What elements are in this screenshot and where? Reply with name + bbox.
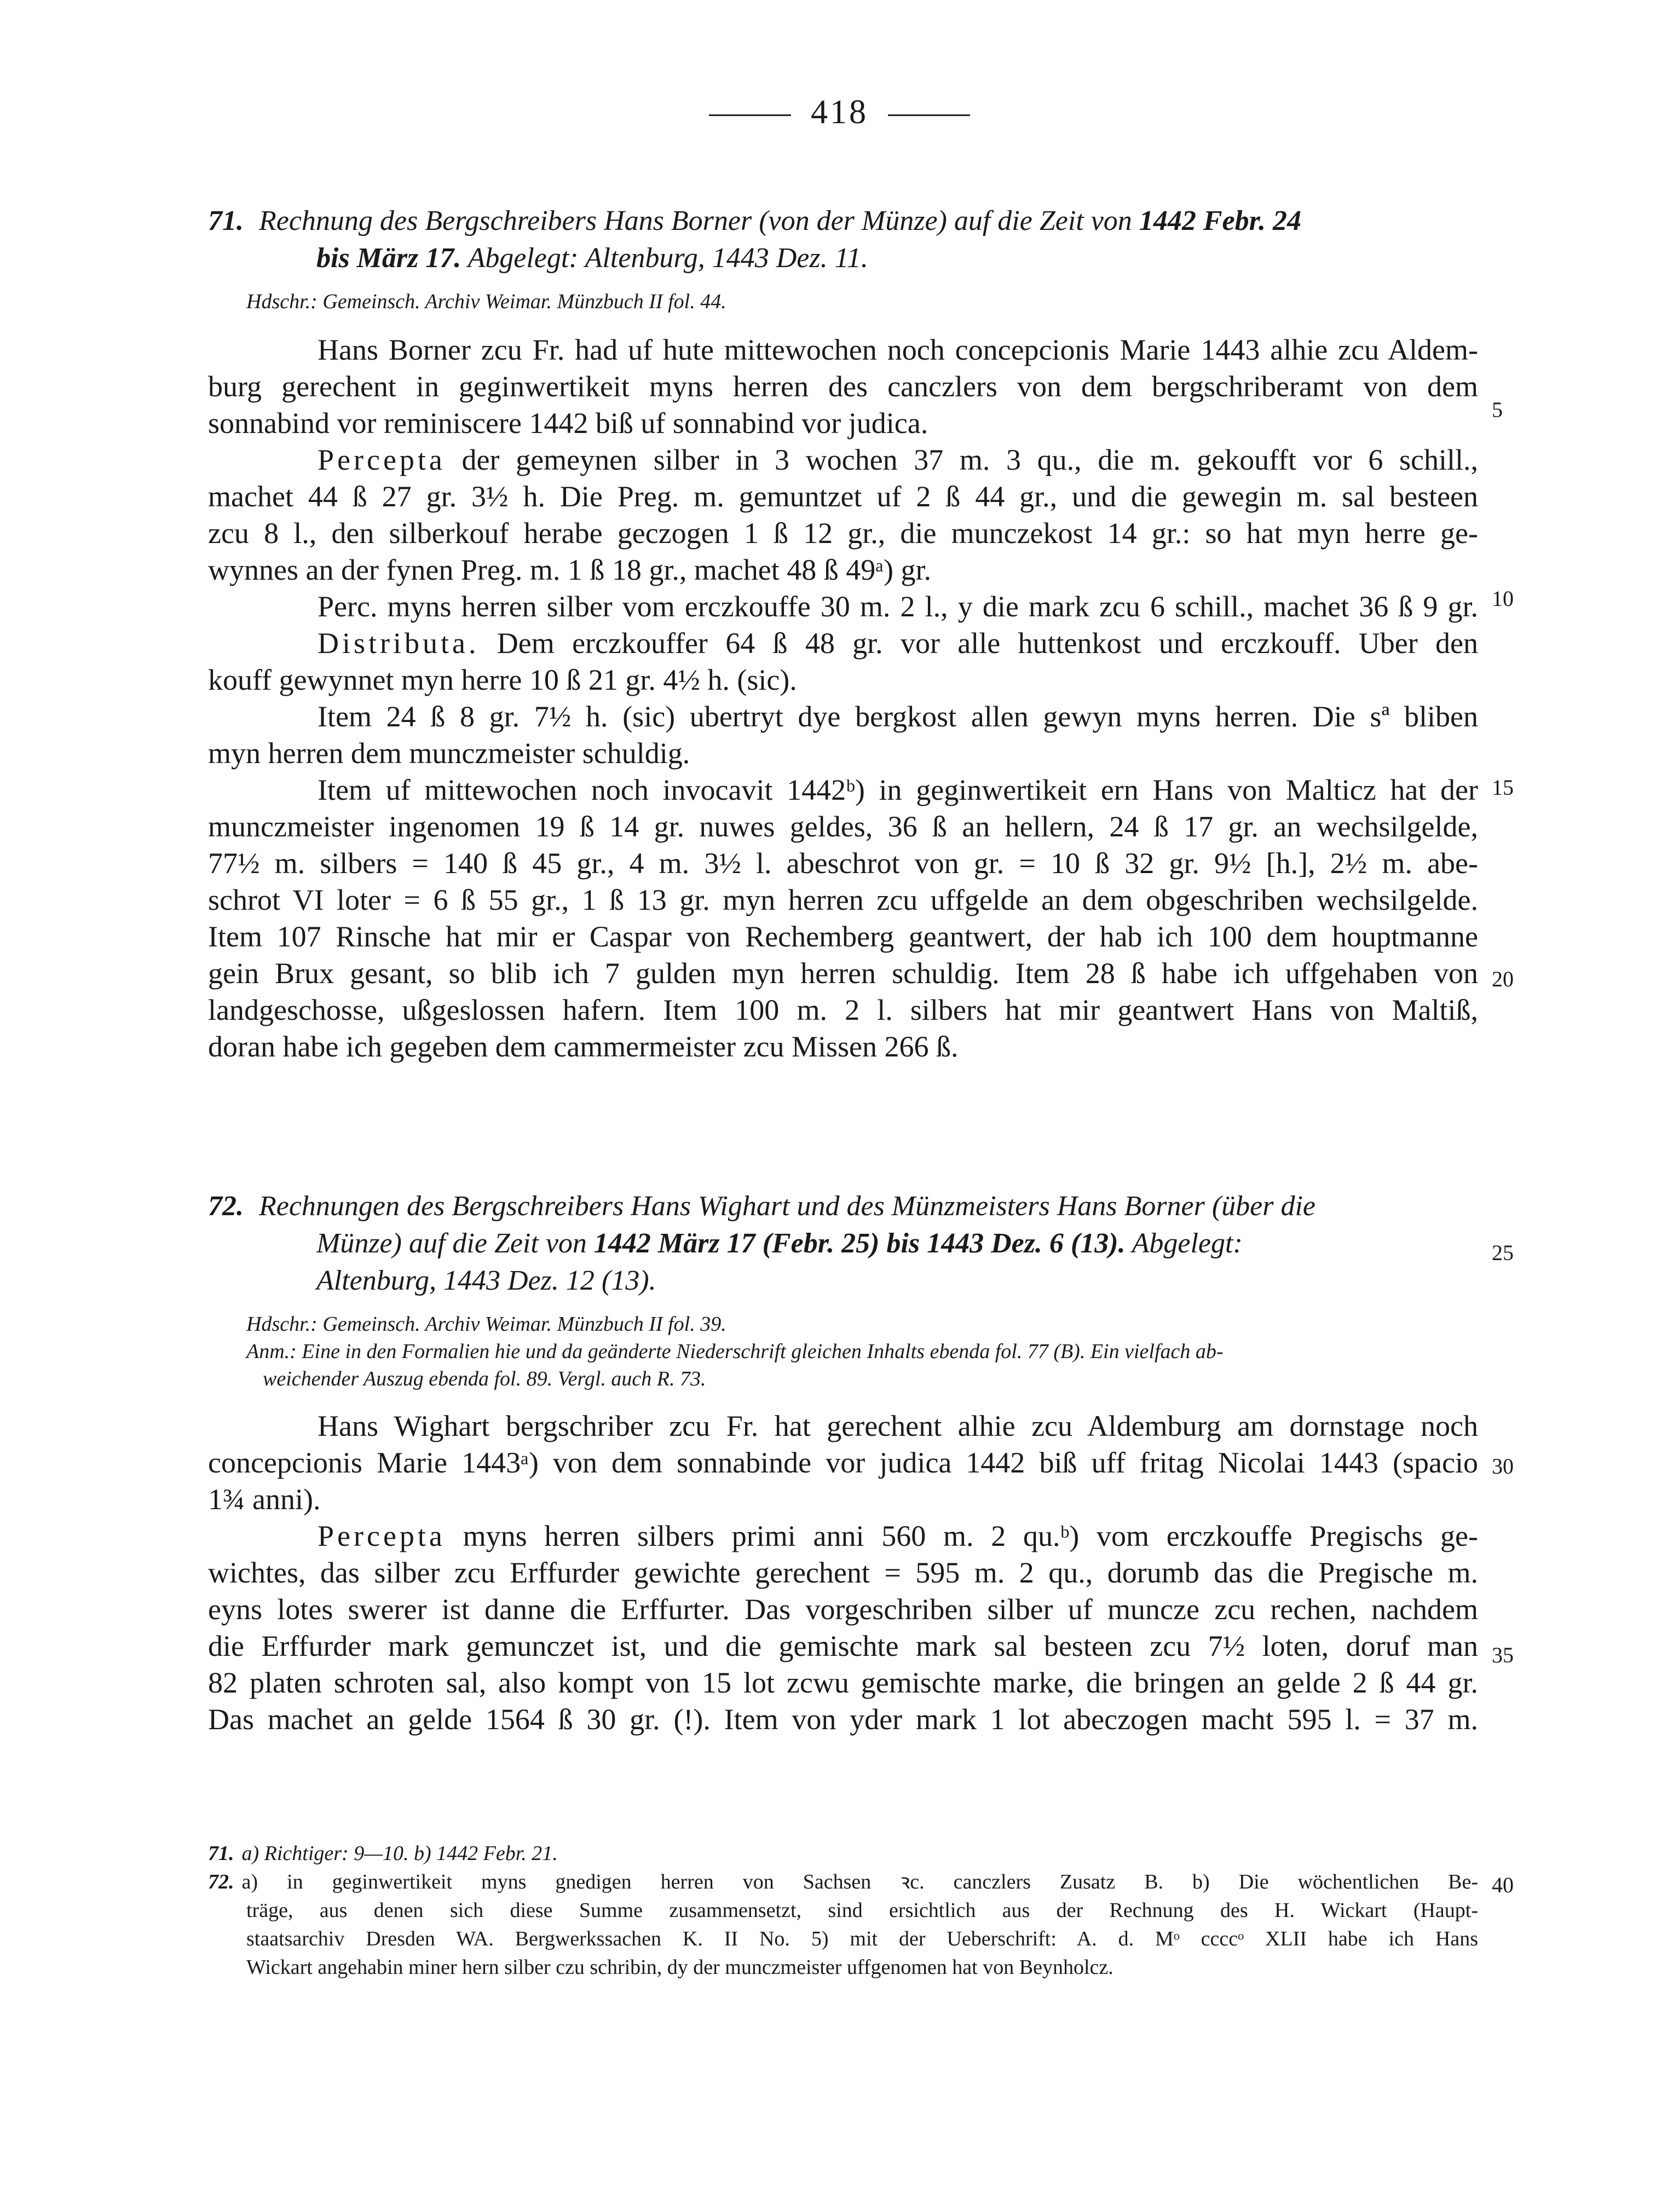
entry-71 bbox=[208, 203, 1478, 1065]
entry-72-line: die Erffurder mark gemunczet ist, und die gemischte mark sal besteen zcu 7½ loten, doruf man bbox=[208, 1630, 1478, 1662]
entry-71-line: gein Brux gesant, so blib ich 7 gulden myn herren schuldig. Item 28 ß habe ich uffgehaben von bbox=[208, 957, 1478, 990]
entry-72-line: myns herren silbers primi anni 560 m. 2 qu.ᵇ) vom erczkouffe Pregischs ge- bbox=[463, 1520, 1478, 1552]
entry-72-line: Das machet an gelde 1564 ß 30 gr. (!). Item von yder mark 1 lot abeczogen macht 595 l. = 37 m. bbox=[208, 1703, 1478, 1736]
entry-72-note-1: Anm.: Eine in den Formalien hie und da geänderte Niederschrift gleichen Inhalts ebenda fol. 77 (B). Ein vielfach ab- bbox=[246, 1340, 1224, 1363]
entry-71-filed: Abgelegt: Altenburg, 1443 Dez. 11. bbox=[468, 242, 868, 274]
distributa-label: Distributa. bbox=[318, 627, 480, 660]
entry-71-line: Item uf mittewochen noch invocavit 1442ᵇ) in geginwertikeit ern Hans von Malticz hat der bbox=[318, 773, 1478, 806]
entry-71-date-start: 1442 Febr. 24 bbox=[1139, 205, 1301, 236]
footnote-72-line: träge, aus denen sich diese Summe zusammensetzt, sind ersichtlich aus der Rechnung des H. Wickart (Haupt- bbox=[246, 1899, 1478, 1922]
entry-71-title: Rechnung des Bergschreibers Hans Borner (von der Münze) auf die Zeit von bbox=[259, 205, 1132, 236]
entry-72-filed: Altenburg, 1443 Dez. 12 (13). bbox=[316, 1265, 656, 1296]
entry-71-line: Perc. myns herren silber vom erczkouffe 30 m. 2 l., y die mark zcu 6 schill., machet 36 ß 9 gr. bbox=[318, 590, 1478, 623]
percepta-label: Percepta bbox=[318, 443, 446, 476]
entry-71-line: myn herren dem munczmeister schuldig. bbox=[208, 737, 690, 770]
line-number: 40 bbox=[1492, 1873, 1514, 1897]
entry-71-line: der gemeynen silber in 3 wochen 37 m. 3 qu., die m. gekoufft vor 6 schill., bbox=[461, 443, 1478, 476]
entry-72-number: 72. bbox=[208, 1191, 244, 1222]
entry-71-source: Hdschr.: Gemeinsch. Archiv Weimar. Münzbuch II fol. 44. bbox=[246, 290, 726, 313]
line-number: 10 bbox=[1492, 586, 1514, 611]
entry-72-title-cont: Münze) auf die Zeit von bbox=[316, 1228, 587, 1259]
line-number: 15 bbox=[1492, 775, 1514, 800]
entry-72-line: concepcionis Marie 1443ᵃ) von dem sonnabinde vor judica 1442 biß uff fritag Nicolai 1443 (spacio bbox=[208, 1446, 1478, 1479]
entry-71-date-end: bis März 17. bbox=[316, 242, 461, 274]
entry-71-line: wynnes an der fynen Preg. m. 1 ß 18 gr., machet 48 ß 49ᵃ) gr. bbox=[208, 553, 931, 586]
entry-72-source: Hdschr.: Gemeinsch. Archiv Weimar. Münzbuch II fol. 39. bbox=[246, 1313, 726, 1336]
line-number: 25 bbox=[1492, 1240, 1514, 1265]
entry-72-title: Rechnungen des Bergschreibers Hans Wighart und des Münzmeisters Hans Borner (über die bbox=[259, 1191, 1315, 1222]
entry-71-line: Dem erczkouffer 64 ß 48 gr. vor alle huttenkost und erczkouff. Uber den bbox=[497, 627, 1478, 660]
entry-71-line: doran habe ich gegeben dem cammermeister zcu Missen 266 ß. bbox=[208, 1030, 959, 1063]
entry-72-line: eyns lotes swerer ist danne die Erffurter. Das vorgeschriben silber uf muncze zcu rechen, nachdem bbox=[208, 1593, 1478, 1626]
entry-71-heading bbox=[208, 203, 1478, 277]
header-rule-left bbox=[709, 114, 791, 116]
entry-71-line: kouff gewynnet myn herre 10 ß 21 gr. 4½ h. (sic). bbox=[208, 663, 797, 696]
page-number: 418 bbox=[811, 94, 868, 131]
entry-72-line: 1¾ anni). bbox=[208, 1483, 321, 1516]
entry-71-line: Item 24 ß 8 gr. 7½ h. (sic) ubertryt dye bergkost allen gewyn myns herren. Die sª bliben bbox=[318, 700, 1478, 733]
line-number: 30 bbox=[1492, 1454, 1514, 1478]
entry-71-line: munczmeister ingenomen 19 ß 14 gr. nuwes geldes, 36 ß an hellern, 24 ß 17 gr. an wechsilgelde, bbox=[208, 810, 1478, 843]
entry-71-line: zcu 8 l., den silberkouf herabe geczogen 1 ß 12 gr., die munczekost 14 gr.: so hat myn herre ge- bbox=[208, 517, 1478, 550]
entry-71-line: burg gerechent in geginwertikeit myns herren des canczlers von dem bergschriberamt von dem bbox=[208, 370, 1478, 403]
entry-71-line: Item 107 Rinsche hat mir er Caspar von Rechemberg geantwert, der hab ich 100 dem houptmanne bbox=[208, 920, 1478, 953]
percepta-label-72: Percepta bbox=[318, 1520, 446, 1552]
entry-72-body bbox=[208, 1408, 1478, 1738]
line-number: 20 bbox=[1492, 967, 1514, 991]
entry-71-line: 77½ m. silbers = 140 ß 45 gr., 4 m. 3½ l. abeschrot von gr. = 10 ß 32 gr. 9½ [h.], 2½ m. abe- bbox=[208, 847, 1478, 880]
footnote-71-number: 71. bbox=[208, 1842, 234, 1865]
footnote-72-line: staatsarchiv Dresden WA. Bergwerkssachen K. II No. 5) mit der Ueberschrift: A. d. Mᵒ ccccᵒ XLII habe ich Hans bbox=[246, 1927, 1478, 1950]
line-number: 35 bbox=[1492, 1643, 1514, 1667]
entry-72-line: 82 platen schroten sal, also kompt von 15 lot zcwu gemischte marke, die bringen an gelde 2 ß 44 gr. bbox=[208, 1666, 1478, 1699]
entry-71-body bbox=[208, 332, 1478, 1065]
line-number: 5 bbox=[1492, 397, 1503, 422]
entry-71-number: 71. bbox=[208, 205, 244, 236]
entry-72-note-2: weichender Auszug ebenda fol. 89. Vergl. auch R. 73. bbox=[263, 1367, 706, 1390]
footnote-72-line: a) in geginwertikeit myns gnedigen herren von Sachsen ꝛc. canczlers Zusatz B. b) Die wöchentlichen Be- bbox=[241, 1870, 1478, 1893]
entry-71-line: landgeschosse, ußgeslossen hafern. Item 100 m. 2 l. silbers hat mir geantwert Hans von Maltiß, bbox=[208, 994, 1478, 1026]
entry-72-heading bbox=[208, 1188, 1478, 1300]
entry-71-line: machet 44 ß 27 gr. 3½ h. Die Preg. m. gemuntzet uf 2 ß 44 gr., und die gewegin m. sal besteen bbox=[208, 480, 1478, 513]
entry-71-line: sonnabind vor reminiscere 1442 biß uf sonnabind vor judica. bbox=[208, 407, 928, 440]
entry-72-line: Hans Wighart bergschriber zcu Fr. hat gerechent alhie zcu Aldemburg am dornstage noch bbox=[318, 1410, 1478, 1442]
entry-71-line: Hans Borner zcu Fr. had uf hute mittewochen noch concepcionis Marie 1443 alhie zcu Aldem- bbox=[318, 333, 1478, 366]
footnote-71-text: a) Richtiger: 9—10. b) 1442 Febr. 21. bbox=[241, 1842, 558, 1865]
page-header bbox=[0, 93, 1679, 132]
header-rule-right bbox=[888, 114, 970, 116]
entry-72-filed-label: Abgelegt: bbox=[1132, 1228, 1243, 1259]
entry-72-line: wichtes, das silber zcu Erffurder gewichte gerechent = 595 m. 2 qu., dorumb das die Pregische m. bbox=[208, 1556, 1478, 1589]
footnote-72-number: 72. bbox=[208, 1870, 234, 1893]
entry-72-dates: 1442 März 17 (Febr. 25) bis 1443 Dez. 6 (13). bbox=[593, 1228, 1126, 1259]
entry-71-line: schrot VI loter = 6 ß 55 gr., 1 ß 13 gr. myn herren zcu uffgelde an dem obgeschriben wechsilgelde. bbox=[208, 883, 1478, 916]
entry-72 bbox=[208, 1188, 1478, 1738]
footnotes bbox=[208, 1839, 1478, 1982]
footnote-72-line: Wickart angehabin miner hern silber czu schribin, dy der munczmeister uffgenomen hat von Beynholcz. bbox=[246, 1956, 1113, 1979]
